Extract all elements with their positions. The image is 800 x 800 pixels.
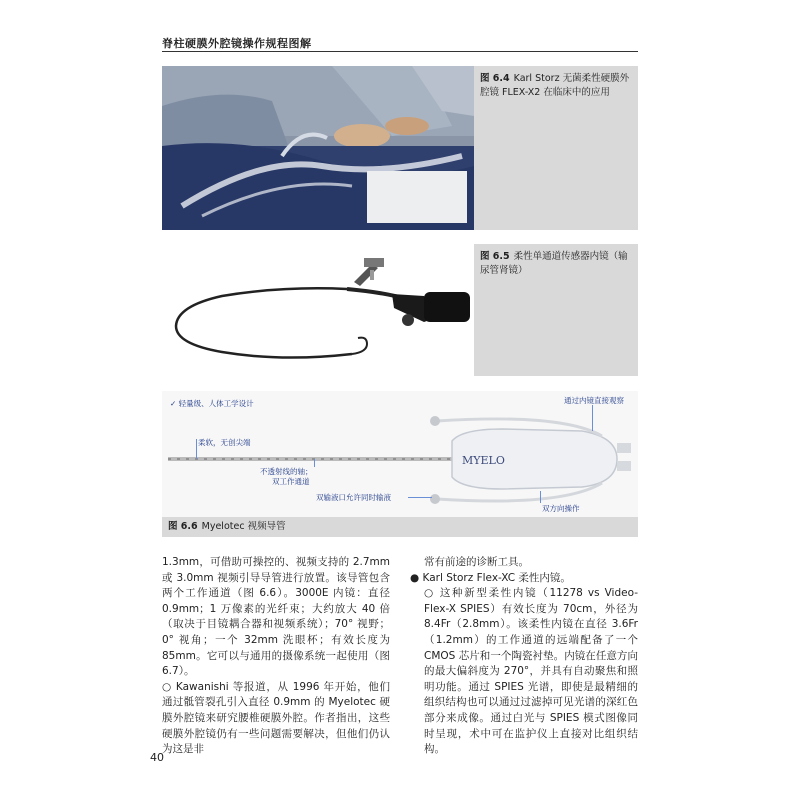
- figure-6-6-caption-text: Myelotec 视频导管: [201, 521, 286, 532]
- figure-6-5-caption-text: 柔性单通道传感器内镜（输尿管肾镜）: [480, 251, 628, 276]
- figure-6-4-photo: [162, 66, 474, 230]
- annotation-dual-channel: 双工作通道: [272, 477, 310, 486]
- right-column: [410, 555, 638, 758]
- annotation-line-flexible-tip: [196, 439, 197, 459]
- device-brand-text: MYELO: [462, 454, 505, 467]
- annotation-line-connector: [592, 405, 593, 431]
- annotation-line-shaft: [314, 459, 315, 467]
- annotation-line-dual-port: [408, 497, 432, 498]
- right-bullet-1-text: Karl Storz Flex-XC 柔性内镜。: [422, 571, 571, 584]
- left-paragraph-1: 1.3mm，可借助可操控的、视频支持的 2.7mm 或 3.0mm 视频引导导管进行放置。该导管包含两个工作通道（图 6.6）。3000E 内镜：直径 0.9mm；1 万像素的光纤束；大约放大 40 倍（取决于目镜耦合器和视频系统）；70° 视野；0° 视角；一个 32mm 洗眼杯；有效长度为 85mm。它可以与通用的摄像系统一起使用（图 6.7）。: [162, 556, 390, 678]
- figure-6-5-image: [162, 244, 638, 376]
- figure-6-4-caption-text: Karl Storz 无菌柔性硬膜外腔镜 FLEX-X2 在临床中的应用: [480, 73, 630, 98]
- operating-room-photo: [162, 66, 474, 230]
- annotation-connector: 通过内镜直接观察: [564, 396, 624, 405]
- right-bullet-2-text: 这种新型柔性内镜（11278 vs Video-Flex-X SPIES）有效长度为 70cm，外径为 8.4Fr（2.8mm）。该柔性内镜在直径 3.6Fr（1.2mm）的工作通道的远端配备了一个 CMOS 芯片和一个陶瓷衬垫。内镜在任意方向的最大偏斜度为 270°，并具有自动聚焦和照明功能。通过 SPIES 光谱，即使是最精细的组织结构也可以通过过滤掉可见光谱的深红色部分来成像。通过白光与 SPIES 模式图像同时呈现，术中可在监护仪上直接对比组织结构。: [424, 587, 638, 756]
- figure-6-6-panel: [162, 391, 638, 537]
- right-bullet-1-marker: ●: [410, 571, 420, 584]
- annotation-flexible-tip: 柔软，无创尖端: [198, 438, 251, 447]
- right-bullet-2: [410, 586, 638, 758]
- figure-6-4-label: 图 6.4: [480, 73, 510, 84]
- left-bullet-1-text: Kawanishi 等报道，从 1996 年开始，他们通过骶管裂孔引入直径 0.9mm 的 Myelotec 硬膜外腔镜来研究腰椎硬膜外腔。作者指出，这些硬膜外腔镜仍有一些问题需要解决，但他们仍认为这是非: [162, 680, 391, 756]
- myelotec-catheter-image: [162, 391, 638, 517]
- figure-6-5-caption-panel: [474, 244, 638, 376]
- ureteroscope-image: [162, 244, 474, 376]
- annotation-dual-port: 双输液口允许同时输液: [316, 493, 391, 502]
- figure-6-6-caption: [168, 520, 628, 534]
- left-bullet-1-marker: ○: [162, 680, 172, 693]
- figure-6-4-caption: [480, 72, 630, 100]
- header-rule: [162, 51, 638, 52]
- annotation-light-design: ✓ 轻量级、人体工学设计: [170, 399, 254, 408]
- figure-6-5-caption: [480, 250, 630, 278]
- left-column: [162, 555, 390, 758]
- annotation-steering: 双方向操作: [542, 504, 580, 513]
- annotation-radiopaque-shaft: 不透射线的轴；: [260, 467, 313, 476]
- figure-6-4-caption-panel: [474, 66, 638, 230]
- annotation-line-steering: [540, 491, 541, 503]
- page-number: 40: [150, 751, 164, 764]
- figure-6-5-label: 图 6.5: [480, 251, 510, 262]
- figure-6-6-label: 图 6.6: [168, 521, 198, 532]
- right-bullet-2-marker: ○: [424, 587, 435, 600]
- left-bullet-1: [162, 680, 390, 758]
- figure-6-6-caption-bar: [162, 517, 638, 537]
- right-bullet-1: [410, 571, 638, 587]
- right-paragraph-1: 常有前途的诊断工具。: [424, 556, 529, 568]
- running-header: 脊柱硬膜外腔镜操作规程图解: [162, 37, 312, 50]
